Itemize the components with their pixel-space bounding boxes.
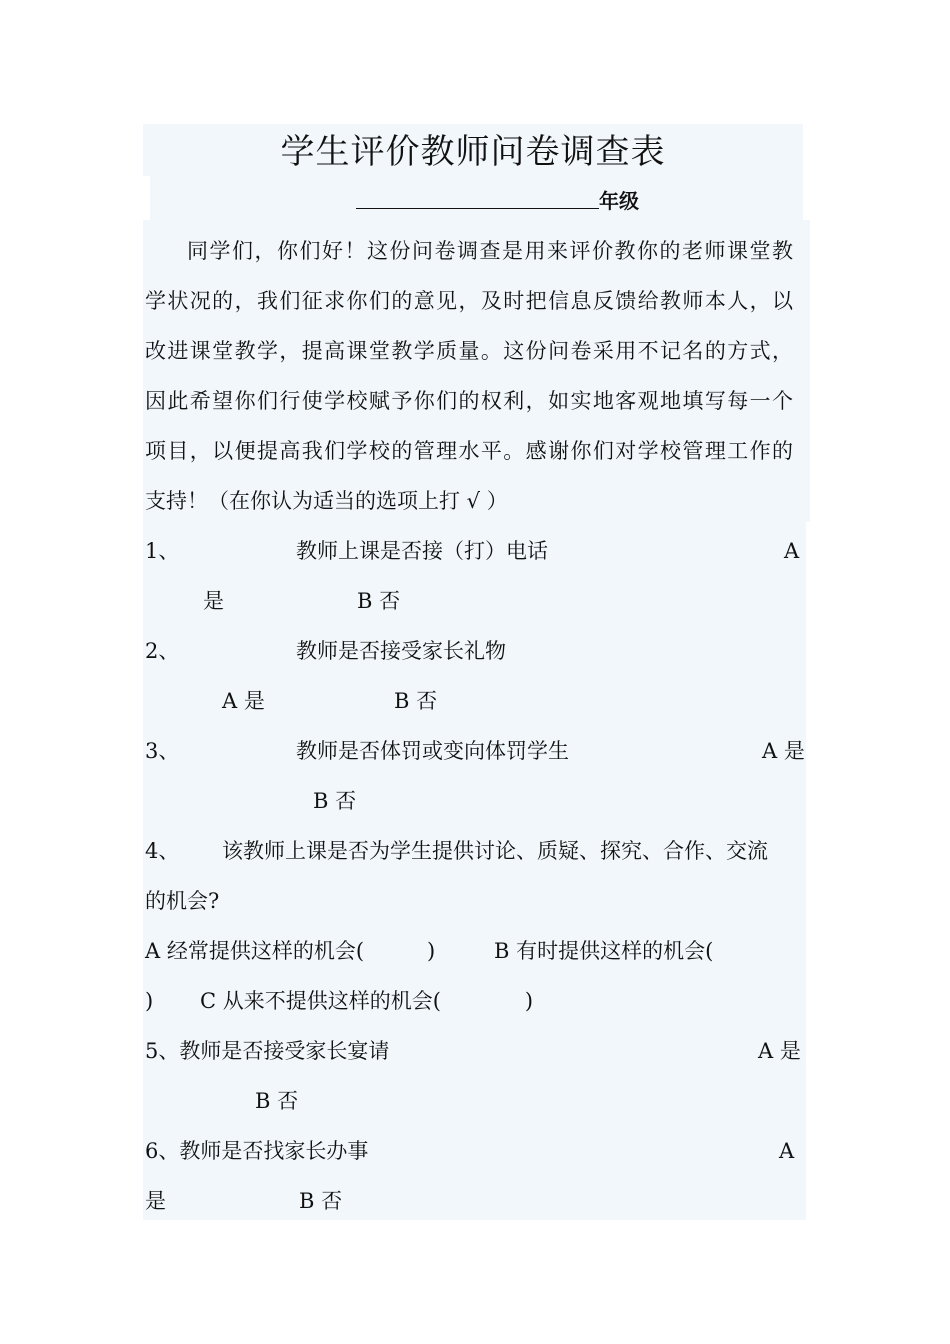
intro-line: 因此希望你们行使学校赋予你们的权利，如实地客观地填写每一个 <box>145 389 793 413</box>
question-4-option-a: A 经常提供这样的机会( ) <box>145 939 436 963</box>
question-4-option-c: C 从来不提供这样的机会( ) <box>200 989 534 1013</box>
page-title: 学生评价教师问卷调查表 <box>280 132 666 172</box>
grade-field <box>356 186 639 216</box>
question-1-option-a: 是 <box>203 589 224 613</box>
question-6-text: 6、教师是否找家长办事 <box>145 1139 369 1163</box>
grade-blank-line <box>356 186 599 209</box>
question-3-text: 教师是否体罚或变向体罚学生 <box>296 739 569 763</box>
question-6-option-a-letter: A <box>779 1139 795 1163</box>
question-6-option-a: 是 <box>145 1189 166 1213</box>
question-4-option-b-close: ) <box>145 989 154 1013</box>
intro-line: 改进课堂教学，提高课堂教学质量。这份问卷采用不记名的方式， <box>145 339 793 363</box>
question-5-option-b: B 否 <box>255 1089 299 1113</box>
question-1-number: 1、 <box>145 539 180 563</box>
question-5-option-a: A 是 <box>758 1039 801 1063</box>
question-2-number: 2、 <box>145 639 180 663</box>
question-4-option-b: B 有时提供这样的机会( <box>494 939 714 963</box>
question-5-text: 5、教师是否接受家长宴请 <box>145 1039 390 1063</box>
question-1-option-a-letter: A <box>784 539 800 563</box>
question-3-option-a: A 是 <box>762 739 805 763</box>
question-2-option-b: B 否 <box>394 689 438 713</box>
intro-line: 支持！（在你认为适当的选项上打 √ ） <box>145 489 508 513</box>
question-1-text: 教师上课是否接（打）电话 <box>296 539 548 563</box>
question-4-number: 4、 <box>145 839 180 863</box>
question-2-option-a: A 是 <box>222 689 265 713</box>
question-3-option-b: B 否 <box>313 789 357 813</box>
intro-line: 学状况的，我们征求你们的意见，及时把信息反馈给教师本人，以 <box>145 289 793 313</box>
grade-label: 年级 <box>599 189 639 213</box>
question-3-number: 3、 <box>145 739 180 763</box>
question-2-text: 教师是否接受家长礼物 <box>296 639 506 663</box>
question-1-option-b: B 否 <box>357 589 401 613</box>
question-4-text-cont: 的机会? <box>145 889 220 913</box>
question-4-text: 该教师上课是否为学生提供讨论、质疑、探究、合作、交流 <box>222 839 768 863</box>
questions-background <box>143 522 806 1220</box>
question-6-option-b: B 否 <box>299 1189 343 1213</box>
intro-line: 同学们，你们好！这份问卷调查是用来评价教你的老师课堂教 <box>187 239 793 263</box>
intro-line: 项目，以便提高我们学校的管理水平。感谢你们对学校管理工作的 <box>145 439 793 463</box>
